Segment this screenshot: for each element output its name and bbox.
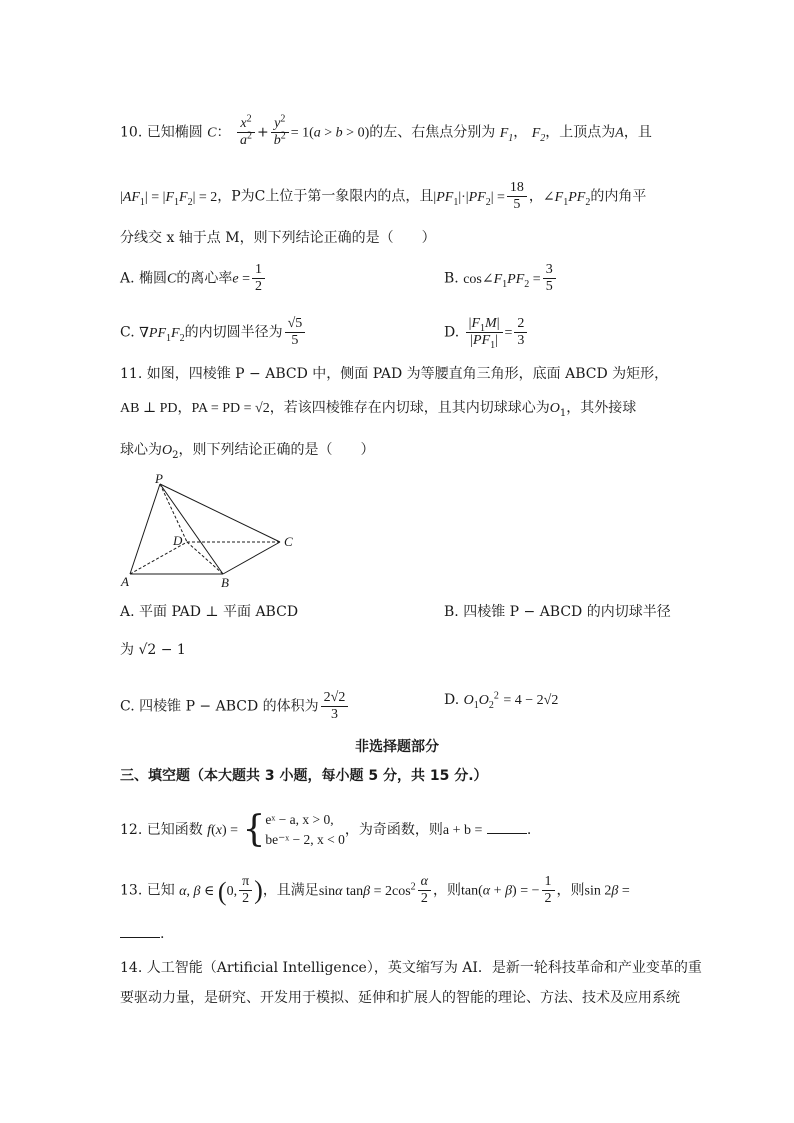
section-title: 非选择题部分: [355, 739, 439, 755]
piecewise-brace: {: [242, 809, 266, 850]
q11-line3: 球心为$O_2$，则下列结论正确的是（ ）: [120, 442, 375, 461]
q12-suffix: ，为奇函数，则: [344, 822, 443, 838]
q10-option-c: C. $\nabla PF_1F_2$的内切圆半径为 $\frac{√5}{5}$: [120, 316, 307, 349]
q11-line3-a: 球心为: [120, 442, 162, 458]
q12-end: .: [526, 822, 532, 838]
edge-db: [187, 542, 223, 574]
label-b: B: [221, 575, 229, 590]
section-subtitle: 三、填空题（本大题共 3 小题，每小题 5 分，共 15 分.）: [120, 768, 488, 784]
q10-line1: 10. 已知椭圆 C： $\frac{x^2}{a^2}$ + $\frac{y^2}{b^2}$ = 1(a > b > 0)的左、右焦点分别为 $F_1$， $F_2$，上顶点为A，且: [120, 113, 652, 148]
q10-optd-label: D.: [444, 324, 460, 341]
q11-option-d: D. $O_1O_2^2 = 4 - 2√2$: [444, 690, 559, 711]
q10-option-d: D. $\frac{|F_1M|}{|PF_1|}$ = $\frac{2}{3}$: [444, 316, 529, 349]
edge-bc: [223, 542, 280, 574]
label-c: C: [284, 534, 293, 549]
q10-optc-label: C.: [120, 324, 135, 341]
eccentricity-value: $\frac{1}{2}$: [252, 262, 265, 295]
q10-opta-label: A. 椭圆: [120, 270, 168, 287]
q10-option-a: A. 椭圆C的离心率e = $\frac{1}{2}$: [120, 262, 267, 295]
q11-line2: AB ⊥ PD，PA = PD = √2，若该四棱锥存在内切球，且其内切球球心为$O_1$，其外接球: [120, 400, 637, 419]
q10-foci-text: 的左、右焦点分别为: [369, 124, 496, 141]
pyramid-figure: [115, 474, 305, 592]
q13-end: .: [160, 926, 165, 942]
q11-optc-text: C. 四棱锥 P − ABCD 的体积为: [120, 698, 319, 715]
alpha-over-2: $\frac{\alpha}{2}$: [418, 874, 431, 907]
q11-line3-end: ，则下列结论正确的是（ ）: [178, 442, 375, 458]
q13-answer-line: [120, 924, 164, 944]
f2-label: F: [531, 125, 541, 141]
x2-over-a2: $\frac{x^2}{a^2}$: [237, 116, 255, 149]
tan-value: $\frac{1}{2}$: [542, 874, 555, 907]
q14-line2: 要驱动力量，是研究、开发用于模拟、延伸和扩展人的智能的理论、方法、技术及应用系统: [120, 990, 680, 1006]
q13-line: 13. 已知 α, β ∈ (0, $\frac{\pi}{2}$ )，且满足sinα $\tan\beta = 2\cos^2$ $\frac{\alpha}{2}$ ，则tan(α + β) = − $\frac{1}{2}$ ，则sin 2β =: [120, 874, 630, 906]
q14-line1: 14. 人工智能（Artificial Intelligence），英文缩写为 AI．是新一轮科技革命和产业变革的重: [120, 960, 702, 976]
product-value: $\frac{18}{5}$: [507, 180, 527, 213]
case-1: eˣ − a, x > 0,: [265, 812, 334, 827]
label-a: A: [121, 574, 129, 589]
q10-option-b: B. $\cos\angle F_1PF_2$ = $\frac{3}{5}$: [444, 262, 558, 295]
q11-line2-b: ，若该四棱锥存在内切球，且其内切球球心为: [269, 400, 550, 416]
label-p: P: [155, 474, 163, 486]
q11-optd-rhs: = 4 − 2√2: [503, 693, 559, 708]
vertex-label: A: [615, 125, 624, 141]
q12-prefix: 12. 已知函数: [120, 822, 203, 838]
q12-ask: a + b =: [442, 823, 483, 838]
f1-label: F: [499, 125, 509, 141]
q10-optb-label: B.: [444, 270, 459, 287]
cos-value: $\frac{3}{5}$: [543, 262, 556, 295]
q11-option-c: [120, 690, 350, 723]
q12-line: 12. 已知函数 f(x) = { eˣ − a, x > 0, be⁻ˣ − 2, x < 0 ，为奇函数，则a + b = .: [120, 809, 532, 850]
q11-line2-c: ，其外接球: [566, 400, 637, 416]
q11-line2-a: AB ⊥ PD，PA = PD = √2: [120, 401, 270, 416]
q11-option-a: A. 平面 PAD ⊥ 平面 ABCD: [120, 604, 299, 620]
q13-mid2: ，则: [433, 882, 462, 899]
angle-f1pf2: $\angle F_1PF_2$: [542, 189, 591, 208]
label-d: D: [173, 533, 183, 548]
q10-optc-text: 的内切圆半径为: [184, 324, 283, 341]
q10-line2-end: 的内角平: [590, 188, 647, 205]
q13-mid1: ，且满足: [262, 882, 319, 899]
ratio-value: $\frac{2}{3}$: [514, 316, 527, 349]
answer-blank-13[interactable]: [120, 925, 160, 938]
af1-equation: $|AF_1| = |F_1F_2| = 2$: [120, 189, 218, 208]
q10-prefix: 10. 已知椭圆: [120, 124, 203, 141]
q10-opta-text: 的离心率: [176, 270, 233, 287]
edge-pa: [130, 484, 160, 574]
q11-option-b: B. 四棱锥 P − ABCD 的内切球半径: [444, 604, 671, 620]
answer-blank-12[interactable]: [487, 821, 527, 834]
q10-line2: $|AF_1| = |F_1F_2| = 2$，P为C上位于第一象限内的点，且$|PF_1|\cdot|PF_2|$ = $\frac{18}{5}$ ，$\angle F_1PF_2$的内角平: [120, 180, 647, 212]
q10-vertex-text: ，上顶点为: [545, 124, 616, 141]
q10-line1-end: ，且: [623, 124, 652, 141]
q13-mid3: ，则: [556, 882, 585, 899]
y2-over-b2: $\frac{y^2}{b^2}$: [271, 116, 289, 149]
ratio-f1m-pf1: $\frac{|F_1M|}{|PF_1|}$: [466, 316, 503, 349]
q11-line1: 11. 如图，四棱锥 P − ABCD 中，侧面 PAD 为等腰直角三角形，底面 ABCD 为矩形，: [120, 366, 669, 382]
ellipse-name: C: [207, 125, 217, 141]
piecewise-cases: [265, 810, 345, 850]
case-2: be⁻ˣ − 2, x < 0: [265, 832, 345, 847]
q10-line2-mid: ，P为C上位于第一象限内的点，且: [217, 188, 434, 205]
volume-value: $\frac{2√2}{3}$: [321, 690, 349, 723]
pf-product: $|PF_1|\cdot|PF_2|$ =: [433, 189, 505, 208]
pi-over-2: $\frac{\pi}{2}$: [239, 874, 252, 907]
q11-option-b-cont: 为 √2 − 1: [120, 642, 186, 658]
q11-optd-label: D.: [444, 692, 460, 708]
q10-line3: 分线交 x 轴于点 M，则下列结论正确的是（ ）: [120, 230, 436, 246]
q13-prefix: 13. 已知: [120, 882, 175, 899]
edge-pb: [160, 484, 223, 574]
inradius-value: $\frac{√5}{5}$: [285, 316, 306, 349]
